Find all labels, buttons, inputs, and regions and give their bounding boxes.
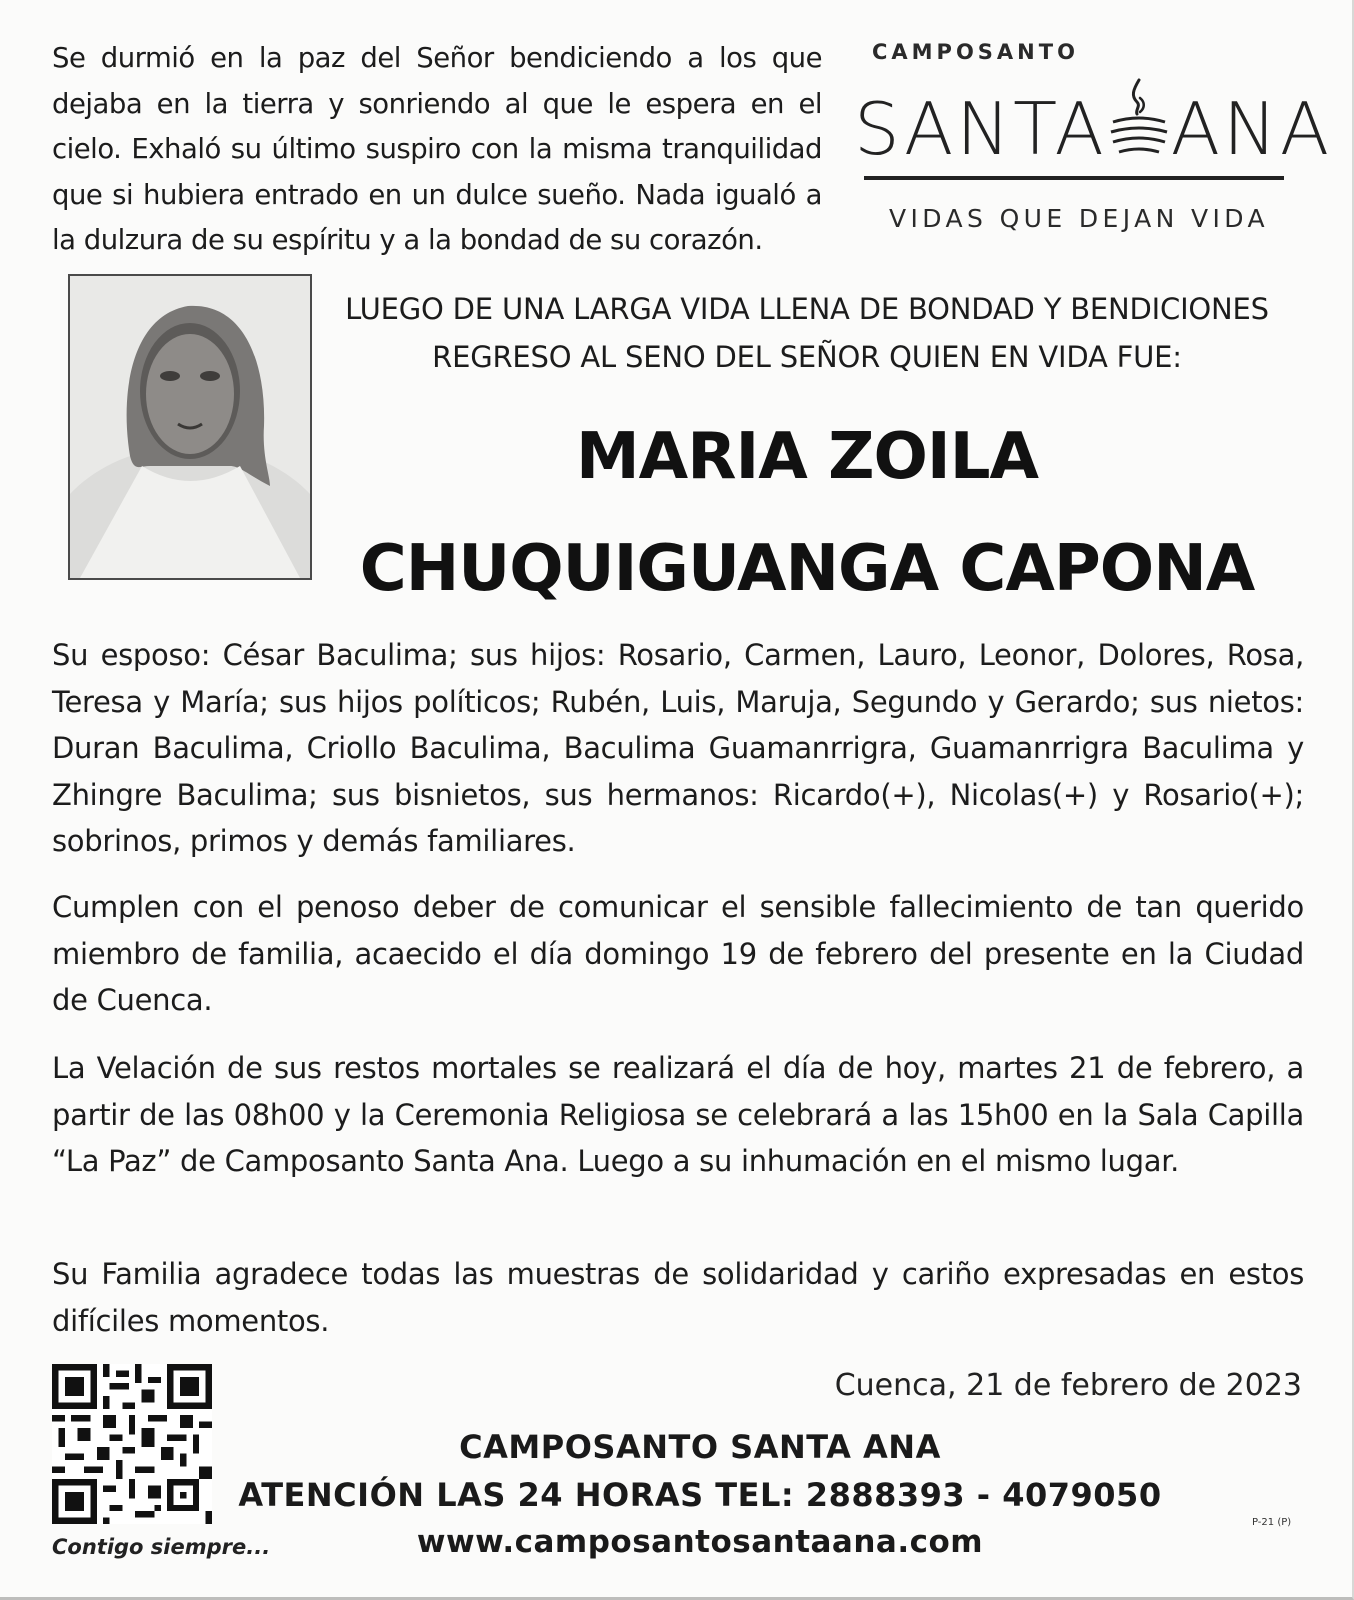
deceased-surnames: CHUQUIGUANGA CAPONA (359, 532, 1255, 606)
deceased-given-names: MARIA ZOILA (575, 420, 1039, 494)
ceremony-paragraph: La Velación de sus restos mortales se realizará el día de hoy, martes 21 de febrero, a partir de las 08h00 y la Ceremonia Religiosa se celebrará a las 15h00 en la Sala Capilla “La Paz” de Camposanto Santa Ana. Luego a su inhumación en el mismo lugar. (52, 1051, 1304, 1178)
lead-line-2: REGRESO AL SENO DEL SEÑOR QUIEN EN VIDA FUE: (432, 340, 1182, 374)
logo-name-left: SANTA (854, 87, 1107, 171)
date-line: Cuenca, 21 de febrero de 2023 (834, 1368, 1302, 1403)
flame-icon (1107, 76, 1171, 166)
logo-top-label: CAMPOSANTO (872, 40, 1079, 64)
family-paragraph: Su esposo: César Baculima; sus hijos: Rosario, Carmen, Lauro, Leonor, Dolores, Rosa, Teresa y María; sus hijos políticos; Rubén, Luis, Maruja, Segundo y Gerardo; sus nietos: Duran Baculima, Criollo Baculima, Baculima Guamanrrigra, Guamanrrigra Baculima y Zhingre Baculima; sus bisnietos, sus hermanos: Ricardo(+), Nicolas(+) y Rosario(+); sobrinos, primos y demás familiares. (52, 638, 1304, 858)
logo-tagline: VIDAS QUE DEJAN VIDA (888, 204, 1270, 233)
intro-paragraph: Se durmió en la paz del Señor bendiciendo a los que dejaba en la tierra y sonriendo al que le espera en el cielo. Exhaló su último suspiro con la misma tranquilidad que si hubiera entrado en un dulce sueño. Nada igualó a la dulzura de su espíritu y a la bondad de su corazón. (52, 42, 822, 256)
thanks-paragraph: Su Familia agradece todas las muestras de solidaridad y cariño expresadas en estos difíciles momentos. (52, 1257, 1304, 1338)
portrait-image (70, 276, 310, 578)
camposanto-logo (852, 36, 1333, 241)
footer-company: CAMPOSANTO SANTA ANA (459, 1428, 941, 1466)
announcement-paragraph: Cumplen con el penoso deber de comunicar el sensible fallecimiento de tan querido miembro de familia, acaecido el día domingo 19 de febrero del presente en la Ciudad de Cuenca. (52, 890, 1304, 1017)
logo-name-right: ANA (1170, 87, 1333, 171)
qr-code (52, 1364, 212, 1524)
lead-line-1: LUEGO DE UNA LARGA VIDA LLENA DE BONDAD Y BENDICIONES (345, 292, 1269, 326)
deceased-photo (68, 274, 312, 580)
print-code: P-21 (P) (1252, 1517, 1292, 1528)
footer-website[interactable]: www.camposantosantaana.com (416, 1524, 984, 1560)
logo-name (854, 76, 1333, 171)
footer-phone: ATENCIÓN LAS 24 HORAS TEL: 2888393 - 4079050 (238, 1476, 1162, 1514)
lead-text (312, 285, 1302, 381)
logo-divider (864, 176, 1284, 180)
slogan: Contigo siempre... (52, 1535, 271, 1559)
